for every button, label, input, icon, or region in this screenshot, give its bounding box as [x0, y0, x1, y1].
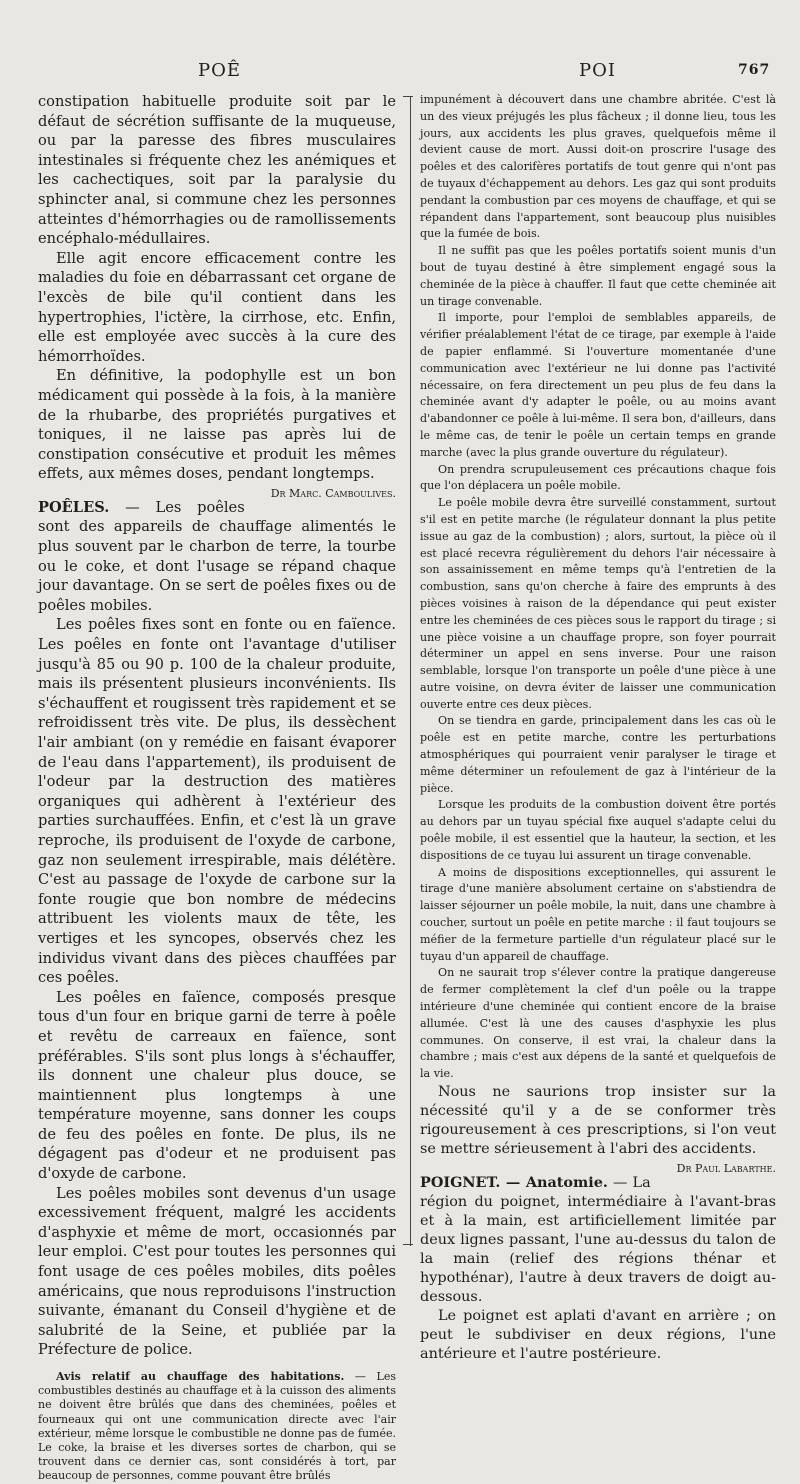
- page-number: 767: [738, 62, 771, 78]
- paragraph: Les poêles mobiles sont devenus d'un usage excessivement fréquent, malgré les accidents d'asphyxie et même de mort, occasionnés par leur emploi. C'est pour toutes les personnes qui font usage de ces poêles mobiles, dits poêles américains, que nous reproduisons l'instruction suivante, émanant du Conseil d'hygiène et de salubrité de la Seine, et publiée par la Préfecture de police.: [38, 1184, 396, 1359]
- paragraph: Le poêle mobile devra être surveillé constamment, surtout s'il est en petite marche (le régulateur donnant la plus petite issue au gaz de la combustion) ; alors, surtout, la pièce où il est placé recevra régulièrement du dehors l'air nécessaire à son assainissement en même temps qu'à l'entretien de la combustion, sans qu'on cherche à faire des emprunts à des pièces voisines à raison de la dépendance qui peut exister entre les cheminées de ces pièces sous le rapport du tirage ; si une pièce voisine a un chauffage propre, son foyer pourrait déterminer un appel en sens inverse. Pour une raison semblable, lorsque l'on transporte un poêle d'une pièce à une autre voisine, on devra éviter de laisser une communication ouverte entre ces deux pièces.: [420, 496, 776, 711]
- paragraph: Elle agit encore efficacement contre les maladies du foie en débarrassant cet organe de l'excès de bile qu'il contient dans les hypertrophies, l'ictère, la cirrhose, etc. Enfin, elle est employée avec succès à la cure des hémorrhoïdes.: [38, 249, 396, 365]
- author-signature: Dr Marc. Camboulives.: [270, 486, 396, 500]
- paragraph: impunément à découvert dans une chambre abritée. C'est là un des vieux préjugés les plus fâcheux ; il donne lieu, tous les jours, aux accidents les plus graves, quelquefois même il devient cause de mort. Aussi doit-on proscrire l'usage des poêles et des calorifères portatifs de tout genre qui n'ont pas de tuyaux d'échappement au dehors. Les gaz qui sont produits pendant la combustion par ces moyens de chauffage, et qui se répandent dans l'appartement, sont beaucoup plus nuisibles que la fumée de bois.: [420, 93, 776, 241]
- entry-poignet: POIGNET. — Anatomie. — La région du poignet, intermédiaire à l'avant-bras et à la main, est artificiellement limitée par deux lignes passant, l'une au-dessus du talon de la main (relief des régions thénar et hypothénar), l'autre à deux travers de doigt au-dessous.: [420, 1174, 776, 1306]
- right-column: [420, 92, 776, 1364]
- column-rule-tick: [403, 96, 413, 97]
- author-signature: Dr Paul Labarthe.: [676, 1162, 776, 1176]
- entry-headword: POIGNET. — Anatomie.: [420, 1174, 608, 1192]
- paragraph: Il ne suffit pas que les poêles portatifs soient munis d'un bout de tuyau destiné à être simplement engagé sous la cheminée de la pièce à chauffer. Il faut que cette cheminée ait un tirage convenable.: [420, 244, 776, 308]
- paragraph: Nous ne saurions trop insister sur la nécessité qu'il y a de se conformer très rigoureusement à ces prescriptions, si l'on veut se mettre sérieusement à l'abri des accidents. Dr Paul Labarthe.: [420, 1083, 776, 1159]
- entry-poeles: POÊLES. — Les poêles sont des appareils de chauffage alimentés le plus souvent par le charbon de terre, la tourbe ou le coke, et dont l'usage se répand chaque jour davantage. On se sert de poêles fixes ou de poêles mobiles.: [38, 498, 396, 614]
- column-rule-tick: [403, 1244, 413, 1245]
- running-head-center: POI: [579, 60, 616, 81]
- paragraph: On prendra scrupuleusement ces précautions chaque fois que l'on déplacera un poêle mobile.: [420, 462, 776, 493]
- left-column: [38, 92, 396, 1484]
- paragraph: On se tiendra en garde, principalement dans les cas où le poêle est en petite marche, contre les perturbations atmosphériques qui pourraient venir paralyser le tirage et même déterminer un refoulement de gaz à l'intérieur de la pièce.: [420, 714, 776, 795]
- paragraph: Les poêles en faïence, composés presque tous d'un four en brique garni de terre à poêle et revêtu de carreaux en faïence, sont préférables. S'ils sont plus longs à s'échauffer, ils donnent une chaleur plus douce, se maintiennent plus longtemps à une température moyenne, sans donner les coups de feu des poêles en fonte. De plus, ils ne dégagent pas d'odeur et ne produisent pas d'oxyde de carbone.: [38, 988, 396, 1183]
- running-head-left: POÊ: [198, 60, 242, 81]
- paragraph: On ne saurait trop s'élever contre la pratique dangereuse de fermer complètement la clef d'un poêle ou la trappe intérieure d'une cheminée qui contient encore de la braise allumée. C'est là une des causes d'asphyxie les plus communes. On conserve, il est vrai, la chaleur dans la chambre ; mais c'est aux dépens de la santé et quelquefois de la vie.: [420, 966, 776, 1081]
- column-rule: [410, 96, 411, 1246]
- paragraph: En définitive, la podophylle est un bon médicament qui possède à la fois, à la manière de la rhubarbe, des propriétés purgatives et toniques, il ne laisse pas après lui de constipation consécutive et produit les mêmes effets, aux mêmes doses, pendant longtemps. Dr Marc. Camboulives.: [38, 366, 396, 484]
- paragraph: constipation habituelle produite soit par le défaut de sécrétion suffisante de la muqueuse, ou par la paresse des fibres musculaires intestinales si fréquente chez les anémiques et les cachectiques, soit par la paralysie du sphincter anal, si commune chez les personnes atteintes d'hémorrhagies ou de ramollissements encéphalo-médullaires.: [38, 93, 396, 248]
- notice-paragraph: Avis relatif au chauffage des habitations. — Les combustibles destinés au chauffage et à la cuisson des aliments ne doivent être brûlés que dans des cheminées, poêles et fourneaux qui ont une communication directe avec l'air extérieur, même lorsque le combustible ne donne pas de fumée. Le coke, la braise et les diverses sortes de charbon, qui se trouvent dans ce dernier cas, sont considérés à tort, par beaucoup de personnes, comme pouvant être brûlés: [38, 1370, 397, 1483]
- entry-headword: POÊLES.: [38, 498, 110, 516]
- notice-heading: Avis relatif au chauffage des habitations.: [56, 1370, 345, 1383]
- paragraph: Le poignet est aplati d'avant en arrière ; on peut le subdiviser en deux régions, l'une antérieure et l'autre postérieure.: [420, 1308, 776, 1363]
- paragraph: Il importe, pour l'emploi de semblables appareils, de vérifier préalablement l'état de ce tirage, par exemple à l'aide de papier enflammé. Si l'ouverture momentanée d'une communication avec l'extérieur ne lui donne pas l'activité nécessaire, on fera directement un peu plus de feu dans la cheminée avant d'y adapter le poêle, ou au moins avant d'abandonner ce poêle à lui-même. Il sera bon, d'ailleurs, dans le même cas, de tenir le poêle un certain temps en grande marche (avec la plus grande ouverture du régulateur).: [420, 311, 776, 459]
- paragraph: Lorsque les produits de la combustion doivent être portés au dehors par un tuyau spécial fixe auquel s'adapte celui du poêle mobile, il est essentiel que la hauteur, la section, et les dispositions de ce tuyau lui assurent un tirage convenable.: [420, 798, 776, 862]
- paragraph: A moins de dispositions exceptionnelles, qui assurent le tirage d'une manière absolument certaine on s'abstiendra de laisser séjourner un poêle mobile, la nuit, dans une chambre à coucher, surtout un poêle en petite marche : il faut toujours se méfier de la fermeture partielle d'un régulateur placé sur le tuyau d'un appareil de chauffage.: [420, 865, 776, 963]
- paragraph: Les poêles fixes sont en fonte ou en faïence. Les poêles en fonte ont l'avantage d'utiliser jusqu'à 85 ou 90 p. 100 de la chaleur produite, mais ils présentent plusieurs inconvénients. Ils s'échauffent et rougissent très rapidement et se refroidissent très vite. De plus, ils dessèchent l'air ambiant (on y remédie en faisant évaporer de l'eau dans l'appartement), ils produisent de l'odeur par la destruction des matières organiques qui adhèrent à l'extérieur des parties surchauffées. Enfin, et c'est là un grave reproche, ils produisent de l'oxyde de carbone, gaz non seulement irrespirable, mais délétère. C'est au passage de l'oxyde de carbone sur la fonte rougie que bon nombre de médecins attribuent les violents maux de tête, les vertiges et les syncopes, observés chez les individus vivant dans des pièces chauffées par ces poêles.: [38, 616, 396, 987]
